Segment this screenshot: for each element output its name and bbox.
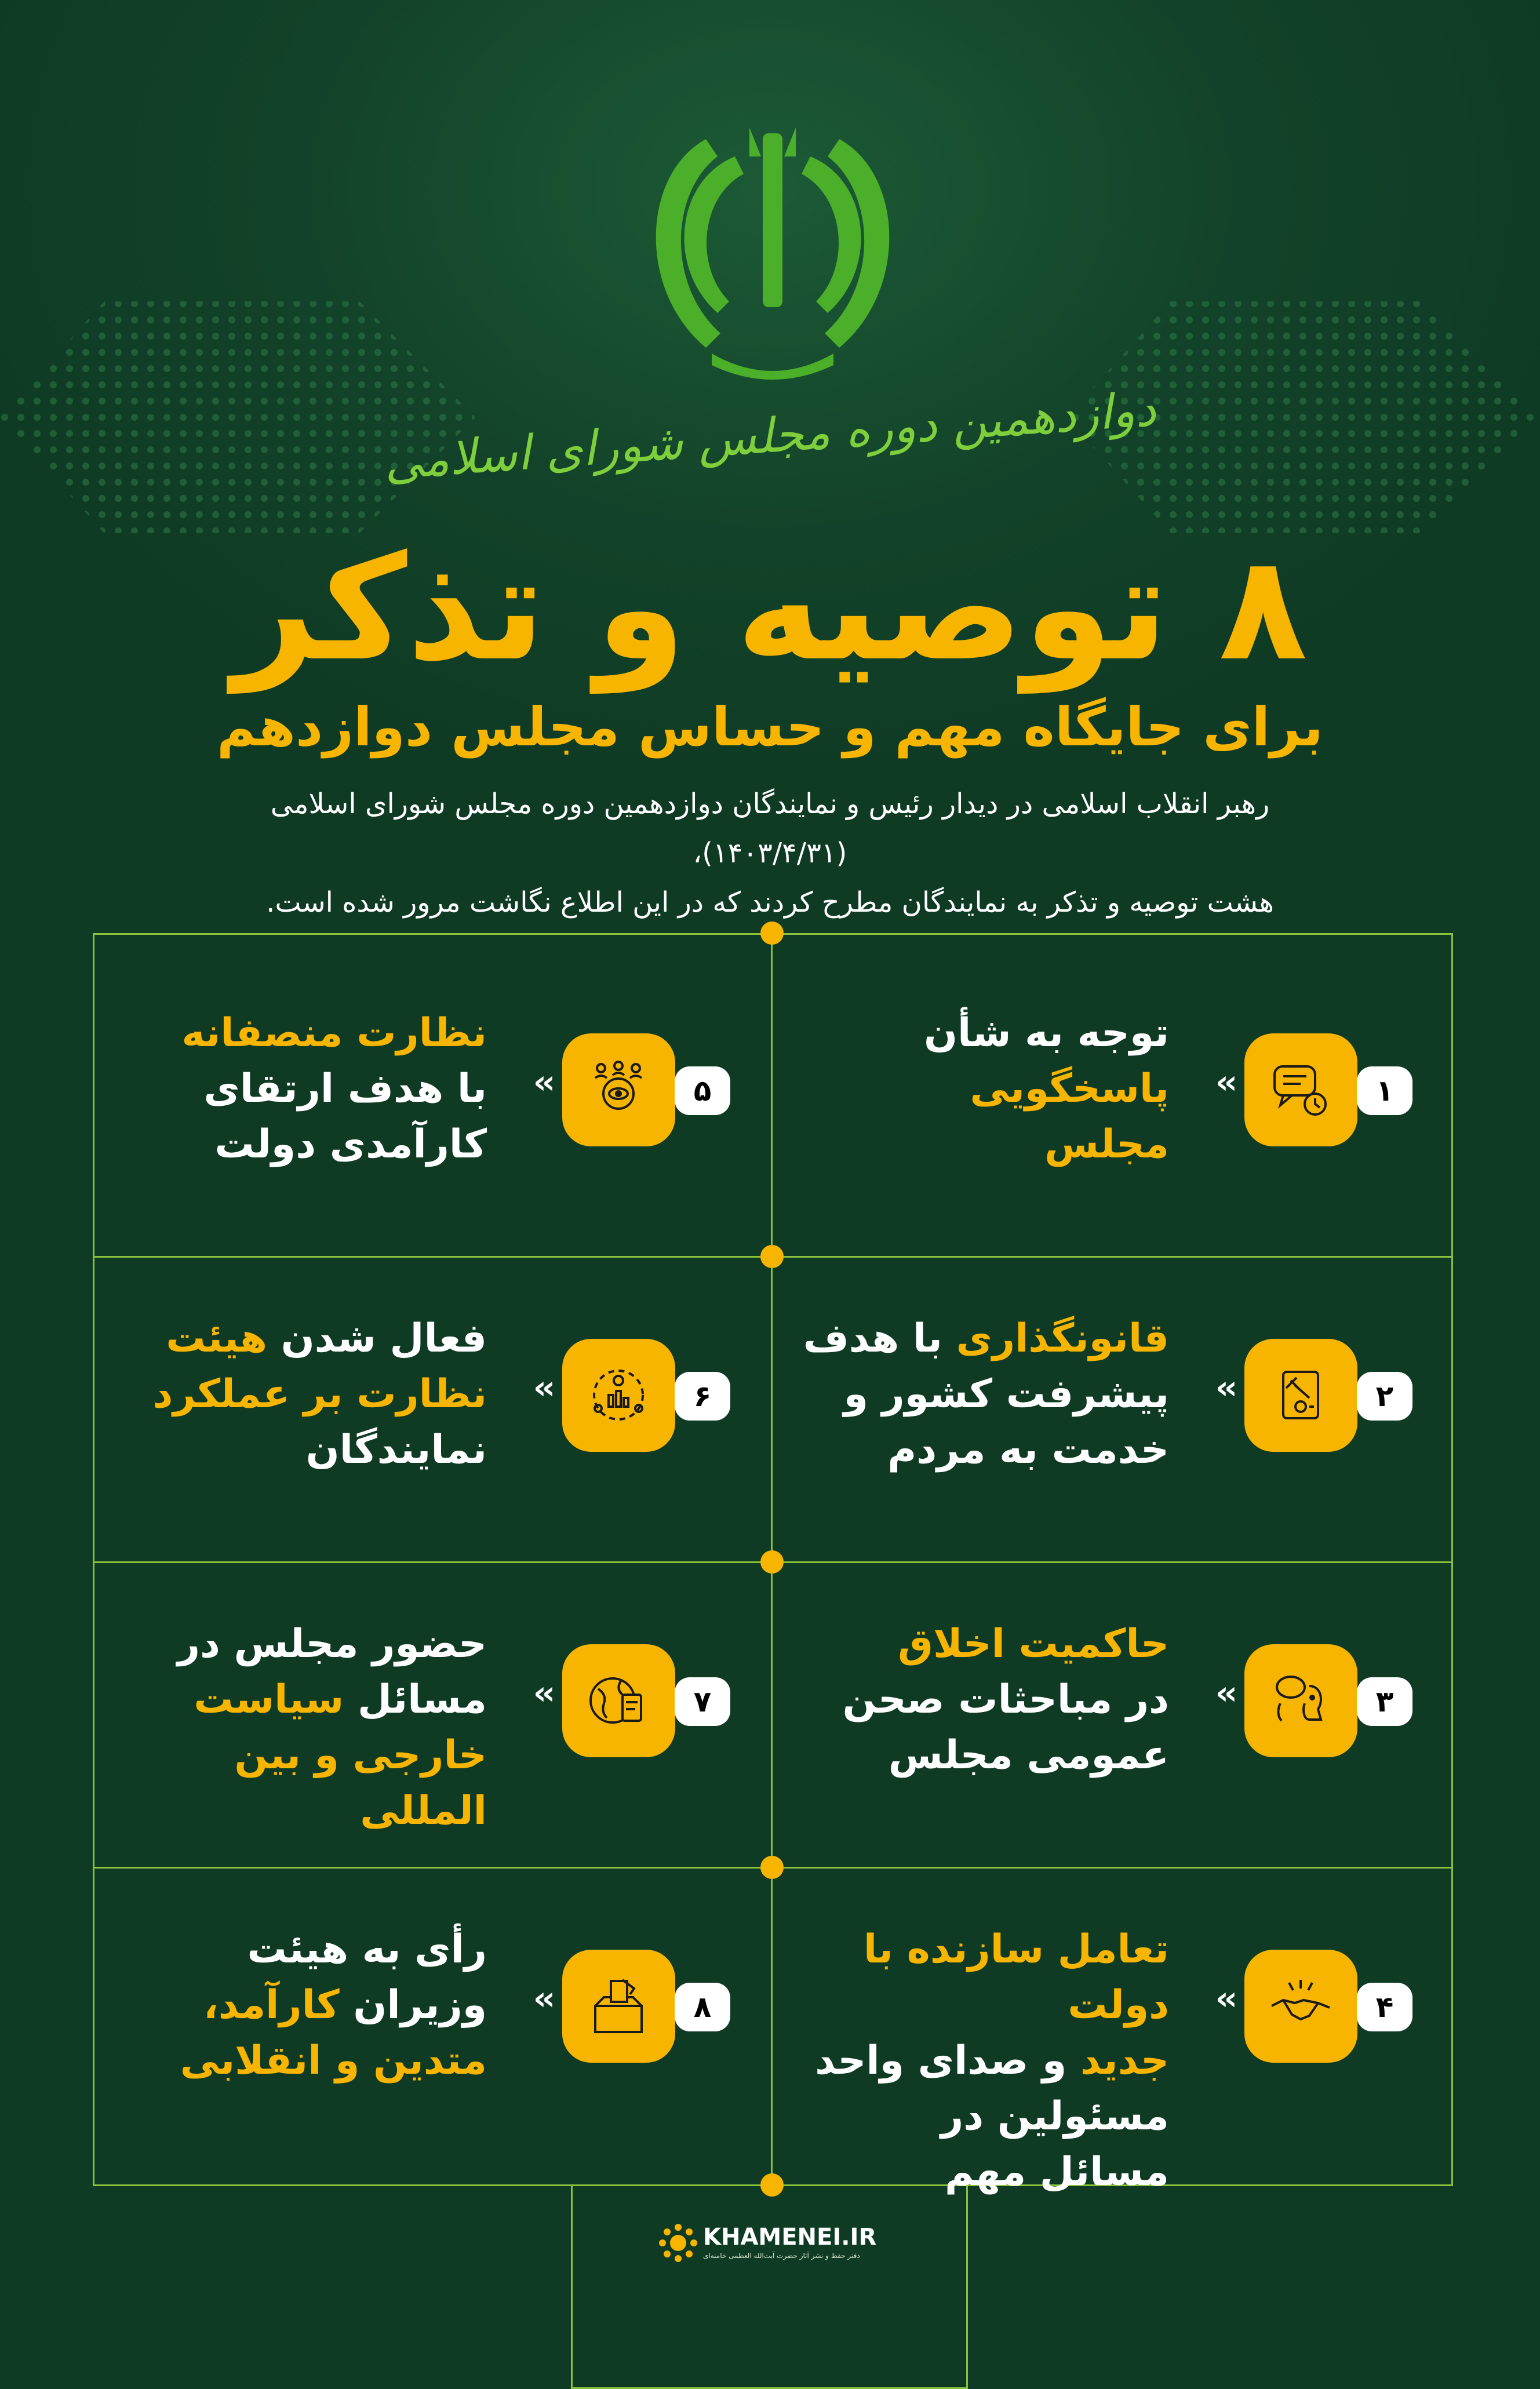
talking-heads-icon xyxy=(1244,1644,1357,1757)
item-card-8 xyxy=(92,1852,771,2157)
grid-node xyxy=(760,2173,784,2197)
item-card-1 xyxy=(774,936,1453,1240)
footer-frame xyxy=(571,2186,968,2389)
chevron-icon: ›› xyxy=(1215,1980,1233,2017)
footer-tagline: دفتر حفظ و نشر آثار حضرت آیت‌الله العظمی خامنه‌ای xyxy=(703,2252,860,2260)
chevron-icon: ›› xyxy=(1215,1674,1233,1712)
item-card-2 xyxy=(774,1241,1453,1546)
item-text: فعال شدن هیئت نظارت بر عملکرد نمایندگان xyxy=(152,1316,487,1473)
chevron-icon: ›› xyxy=(533,1980,551,2017)
item-text: توجه به شأن پاسخگویی مجلس xyxy=(924,1010,1169,1167)
page-title: ۸ توصیه و تذکر xyxy=(232,524,1308,693)
item-text: رأی به هیئت وزیران کارآمد، متدین و انقلابی xyxy=(180,1927,487,2084)
item-card-3 xyxy=(774,1547,1453,1851)
gavel-document-icon xyxy=(1244,1339,1357,1452)
item-text: حضور مجلس در مسائل سیاست خارجی و بین المللی xyxy=(177,1621,487,1834)
footer-logo xyxy=(658,2223,895,2263)
item-text: تعامل سازنده با دولت جدید و صدای واحد مسئولین در مسائل مهم xyxy=(815,1927,1169,2195)
intro-line-2: هشت توصیه و تذکر به نمایندگان مطرح کردند که در این اطلاع نگاشت مرور شده است. xyxy=(266,886,1274,919)
handshake-icon xyxy=(1244,1950,1357,2063)
group-chart-icon xyxy=(562,1339,675,1452)
page-subtitle: برای جایگاه مهم و حساس مجلس دوازدهم xyxy=(217,696,1323,758)
item-card-7 xyxy=(92,1547,771,1851)
header-calligraphy: دوازدهمین دوره مجلس شورای اسلامی xyxy=(382,381,1158,491)
intro-text xyxy=(191,780,1349,927)
chevron-icon: ›› xyxy=(533,1674,551,1712)
khamenei-sunburst-icon xyxy=(658,2223,698,2263)
intro-line-1: رهبر انقلاب اسلامی در دیدار رئیس و نمایندگان دوازدهمین دوره مجلس شورای اسلامی (۱۴۰۳/۴/۳۱)، xyxy=(270,788,1270,869)
chevron-icon: ›› xyxy=(533,1369,551,1407)
item-card-6 xyxy=(92,1241,771,1546)
item-text: قانونگذاری با هدف پیشرفت کشور و خدمت به مردم xyxy=(803,1316,1169,1473)
item-card-5 xyxy=(92,936,771,1240)
item-text: حاکمیت اخلاق در مباحثات صحن عمومی مجلس xyxy=(842,1621,1169,1778)
decorative-dot-pattern-left xyxy=(0,267,522,556)
item-number-badge: ۱ xyxy=(1357,1066,1412,1115)
ballot-box-icon xyxy=(562,1950,675,2063)
chevron-icon: ›› xyxy=(1215,1064,1233,1101)
speech-bubble-clock-icon xyxy=(1244,1033,1357,1146)
chevron-icon: ›› xyxy=(1215,1369,1233,1407)
globe-document-icon xyxy=(562,1644,675,1757)
item-number-badge: ۷ xyxy=(675,1677,730,1726)
item-number-badge: ۳ xyxy=(1357,1677,1412,1726)
chevron-icon: ›› xyxy=(533,1064,551,1101)
footer-brand: KHAMENEI.IR xyxy=(703,2224,877,2250)
item-number-badge: ۲ xyxy=(1357,1372,1412,1421)
iran-emblem-logo xyxy=(642,116,903,394)
item-number-badge: ۴ xyxy=(1357,1983,1412,2031)
item-card-4 xyxy=(774,1852,1453,2195)
item-number-badge: ۸ xyxy=(675,1983,730,2031)
item-text: نظارت منصفانه با هدف ارتقای کارآمدی دولت xyxy=(181,1010,487,1167)
team-eye-gear-icon xyxy=(562,1033,675,1146)
item-number-badge: ۵ xyxy=(675,1066,730,1115)
item-number-badge: ۶ xyxy=(675,1372,730,1421)
